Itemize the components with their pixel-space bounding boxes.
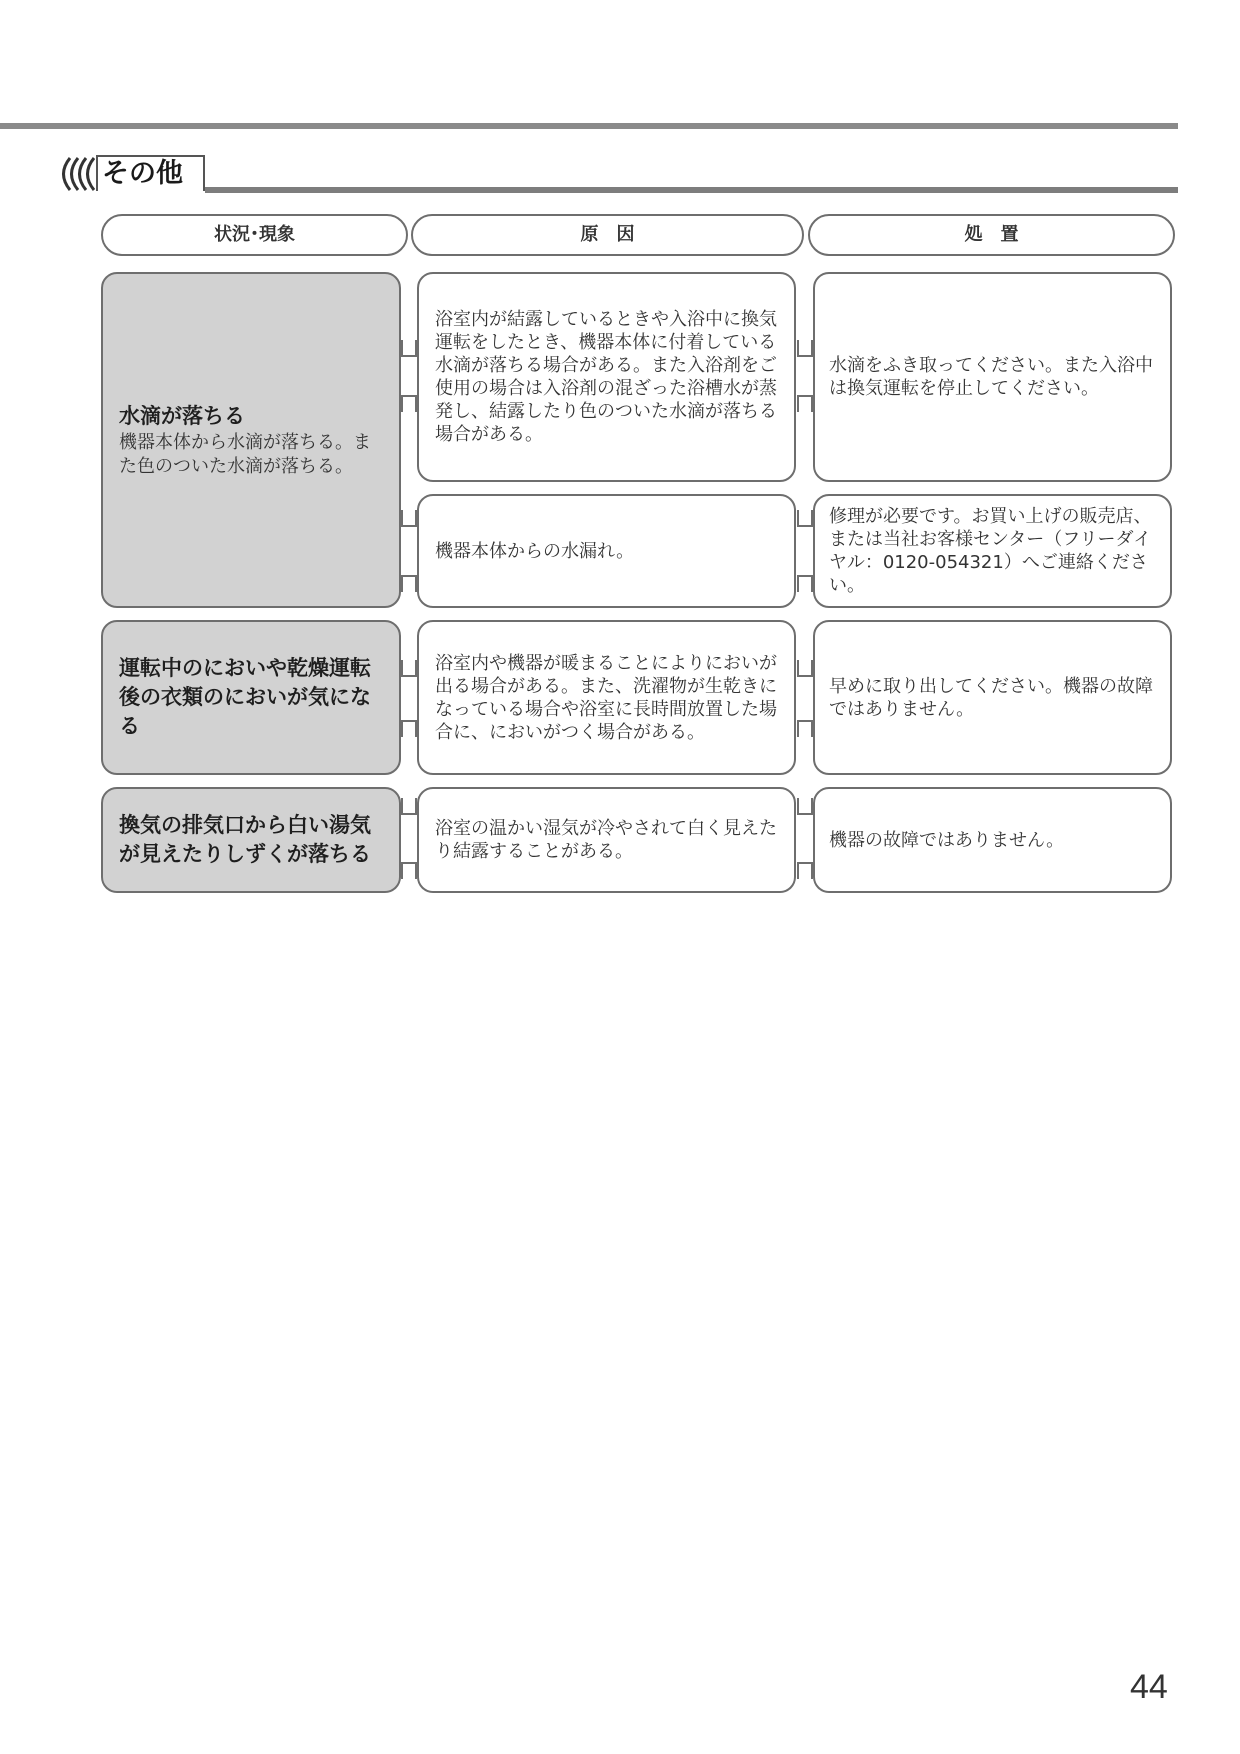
remedy-cell <box>813 272 1172 482</box>
connector <box>797 575 813 592</box>
symptom-title: 水滴が落ちる <box>119 403 245 428</box>
connector <box>797 340 813 357</box>
connector <box>401 720 417 737</box>
connector <box>401 575 417 592</box>
section-title: その他 <box>96 155 205 191</box>
header-remedy: 処 置 <box>808 214 1175 256</box>
symptom-title: 換気の排気口から白い湯気が見えたりしずくが落ちる <box>119 813 371 866</box>
symptom-cell <box>101 620 401 775</box>
cause-cell <box>417 494 796 608</box>
cause-text: 機器本体からの水漏れ。 <box>435 540 635 562</box>
cause-text: 浴室内や機器が暖まることによりにおいが出る場合がある。また、洗濯物が生乾きになっている場合や浴室に長時間放置した場合に、においがつく場合がある。 <box>435 652 777 743</box>
connector <box>401 340 417 357</box>
header-symptom: 状況･現象 <box>101 214 408 256</box>
cause-cell <box>417 787 796 893</box>
remedy-text: 修理が必要です。お買い上げの販売店、または当社お客様センター（フリーダイヤル：0120-054321）へご連絡ください。 <box>829 506 1152 596</box>
remedy-cell <box>813 620 1172 775</box>
connector <box>797 720 813 737</box>
cause-text: 浴室内が結露しているときや入浴中に換気運転をしたとき、機器本体に付着している水滴が落ちる場合がある。また入浴剤をご使用の場合は入浴剤の混ざった浴槽水が蒸発し、結露したり色のついた水滴が落ちる場合がある。 <box>435 309 777 445</box>
top-rule <box>0 123 1178 129</box>
connector <box>401 798 417 815</box>
header-cause: 原 因 <box>411 214 804 256</box>
cause-cell <box>417 272 796 482</box>
connector <box>797 395 813 412</box>
remedy-cell <box>813 787 1172 893</box>
connector <box>797 660 813 677</box>
connector <box>401 660 417 677</box>
connector <box>401 395 417 412</box>
remedy-text: 機器の故障ではありません。 <box>829 829 1065 851</box>
connector <box>401 510 417 527</box>
connector <box>797 798 813 815</box>
page-number: 44 <box>1130 1668 1168 1706</box>
symptom-subtitle: 機器本体から水滴が落ちる。また色のついた水滴が落ちる。 <box>119 431 371 477</box>
section-rule <box>205 187 1178 193</box>
connector <box>797 510 813 527</box>
connector <box>401 862 417 879</box>
cause-cell <box>417 620 796 775</box>
remedy-text: 水滴をふき取ってください。また入浴中は換気運転を停止してください。 <box>829 355 1153 399</box>
remedy-text: 早めに取り出してください。機器の故障ではありません。 <box>829 675 1153 720</box>
remedy-cell <box>813 494 1172 608</box>
symptom-cell <box>101 787 401 893</box>
symptom-title: 運転中のにおいや乾燥運転後の衣類のにおいが気になる <box>119 656 371 738</box>
connector <box>797 862 813 879</box>
symptom-cell <box>101 272 401 608</box>
cause-text: 浴室の温かい湿気が冷やされて白く見えたり結露することがある。 <box>435 818 777 862</box>
